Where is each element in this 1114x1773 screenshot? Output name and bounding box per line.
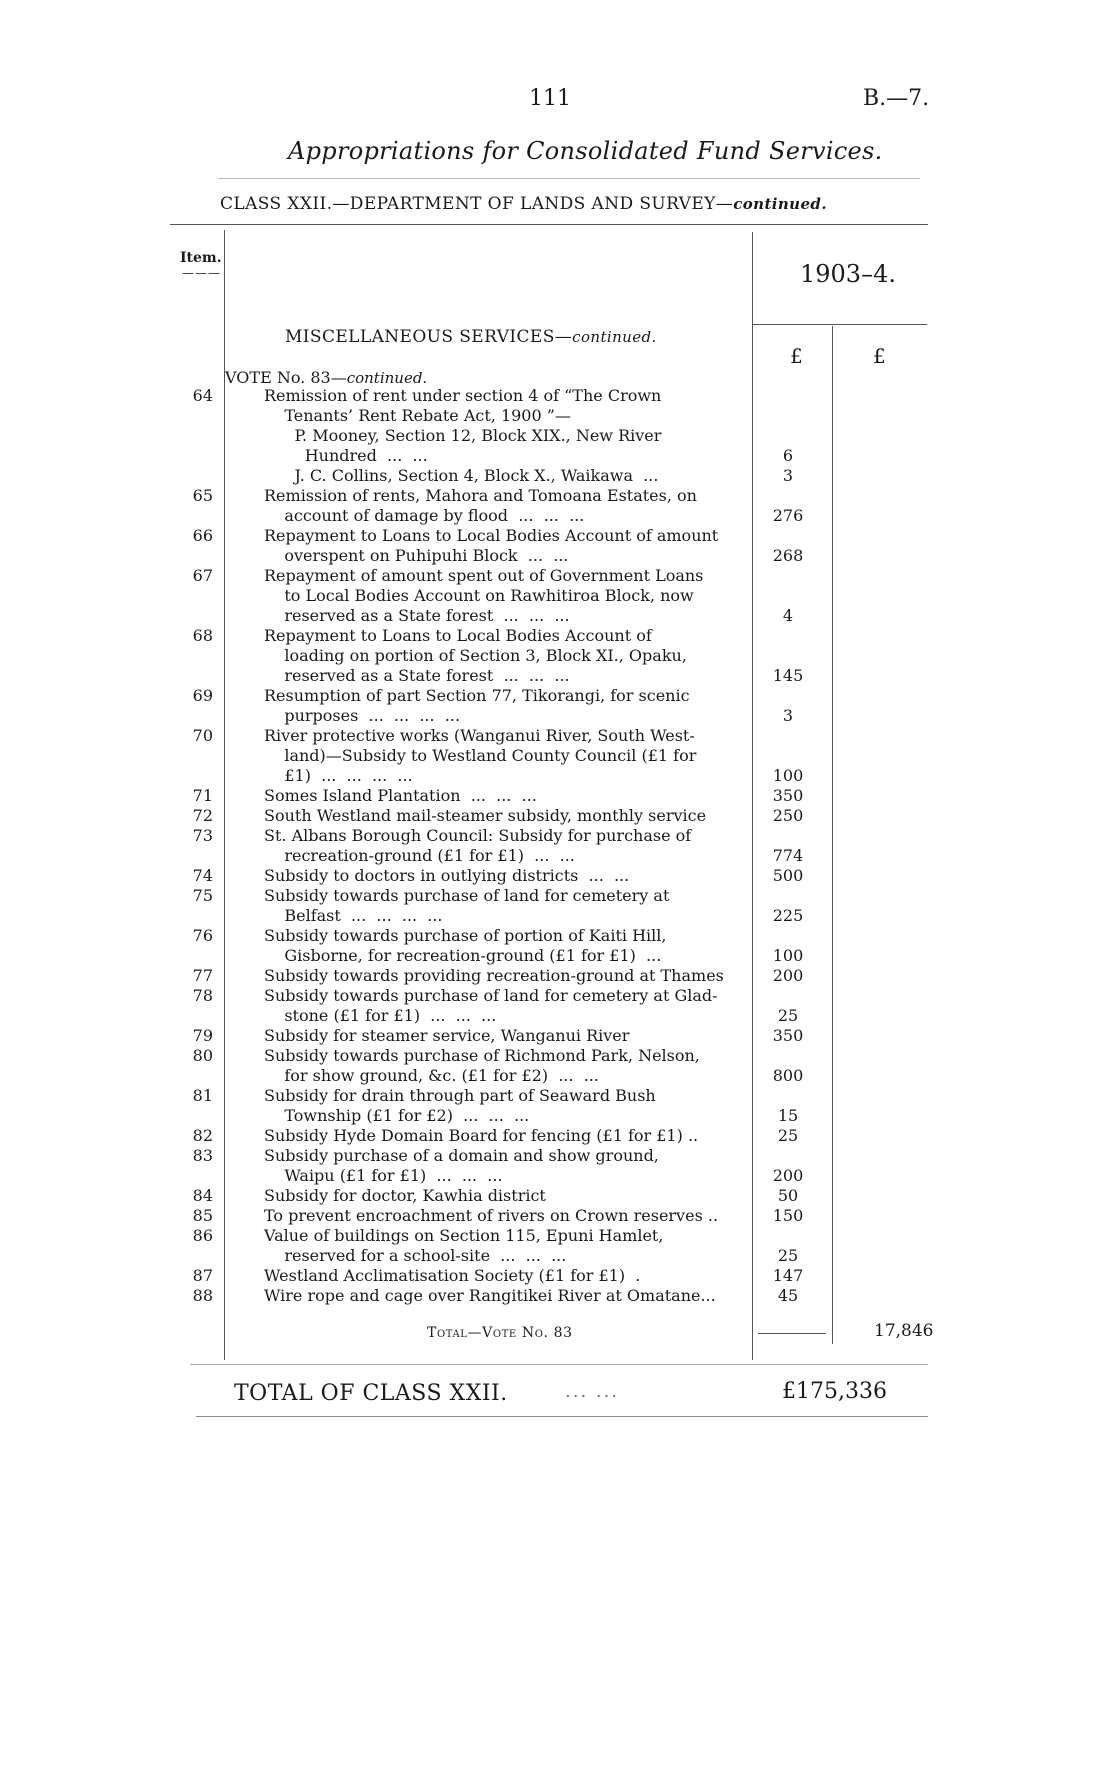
item-amount: 3 — [782, 706, 794, 725]
table-row — [0, 486, 1114, 526]
item-amount: 200 — [772, 1166, 804, 1185]
item-amount: 276 — [772, 506, 804, 525]
item-amount: 268 — [772, 546, 804, 565]
item-description-line: loading on portion of Section 3, Block XI., Opaku, — [264, 646, 687, 665]
table-row — [0, 1086, 1114, 1126]
item-amount: 4 — [782, 606, 794, 625]
table-row — [0, 1226, 1114, 1266]
item-amount: 50 — [777, 1186, 799, 1205]
class-total-label: TOTAL OF CLASS XXII. — [234, 1381, 508, 1406]
class-total-leader-dots: ... ... — [565, 1381, 620, 1402]
item-number: 88 — [192, 1286, 213, 1305]
table-row — [0, 966, 1114, 986]
item-amount: 100 — [772, 766, 804, 785]
item-number: 79 — [192, 1026, 213, 1045]
title-rule — [218, 178, 920, 179]
item-number: 81 — [192, 1086, 213, 1105]
item-description-line: Subsidy towards purchase of Richmond Park, Nelson, — [264, 1046, 700, 1065]
item-description-line: Wire rope and cage over Rangitikei River at Omatane... — [264, 1286, 716, 1305]
item-amount: 147 — [772, 1266, 804, 1285]
item-amount: 3 — [782, 466, 794, 485]
item-amount: 774 — [772, 846, 804, 865]
vote-heading: VOTE No. 83—continued. — [225, 368, 428, 387]
item-description-line: Subsidy towards purchase of land for cemetery at Glad- — [264, 986, 718, 1005]
item-description-line: Repayment to Loans to Local Bodies Account of — [264, 626, 652, 645]
item-description-line: purposes ... ... ... ... — [264, 706, 461, 725]
item-column-header: Item. — [180, 250, 222, 266]
page-number: 111 — [529, 86, 571, 111]
item-number: 70 — [192, 726, 213, 745]
table-row — [0, 466, 1114, 486]
class-heading-rule — [170, 224, 928, 225]
table-row — [0, 1206, 1114, 1226]
item-description-line: Tenants’ Rent Rebate Act, 1900 ”— — [264, 406, 571, 425]
year-header: 1903–4. — [800, 260, 896, 288]
table-row — [0, 1286, 1114, 1306]
item-description-line: Subsidy towards purchase of portion of Kaiti Hill, — [264, 926, 667, 945]
item-column-dash: ——— — [182, 266, 221, 280]
table-row — [0, 526, 1114, 566]
item-amount: 225 — [772, 906, 804, 925]
item-number: 69 — [192, 686, 213, 705]
item-number: 66 — [192, 526, 213, 545]
class-heading: CLASS XXII.—DEPARTMENT OF LANDS AND SURVEY—continued. — [220, 194, 827, 214]
class-total-amount: £175,336 — [782, 1379, 887, 1404]
item-description-line: Subsidy towards purchase of land for cemetery at — [264, 886, 670, 905]
item-description-line: recreation-ground (£1 for £1) ... ... — [264, 846, 575, 865]
table-row — [0, 426, 1114, 466]
item-number: 80 — [192, 1046, 213, 1065]
item-number: 76 — [192, 926, 213, 945]
page-bottom-rule — [196, 1416, 928, 1417]
item-description-line: Township (£1 for £2) ... ... ... — [264, 1106, 530, 1125]
pound-column-1: £ — [790, 344, 803, 368]
item-number: 75 — [192, 886, 213, 905]
item-amount: 25 — [777, 1006, 799, 1025]
item-description-line: Subsidy towards providing recreation-ground at Thames — [264, 966, 724, 985]
item-description-line: Resumption of part Section 77, Tikorangi, for scenic — [264, 686, 690, 705]
table-row — [0, 886, 1114, 926]
item-description-line: St. Albans Borough Council: Subsidy for purchase of — [264, 826, 692, 845]
item-number: 73 — [192, 826, 213, 845]
table-row — [0, 1266, 1114, 1286]
item-description-line: To prevent encroachment of rivers on Crown reserves .. — [264, 1206, 719, 1225]
vote-total-amount: 17,846 — [874, 1321, 934, 1341]
item-number: 84 — [192, 1186, 213, 1205]
item-number: 68 — [192, 626, 213, 645]
item-description-line: Subsidy purchase of a domain and show ground, — [264, 1146, 659, 1165]
item-description-line: Subsidy for steamer service, Wanganui River — [264, 1026, 630, 1045]
table-row — [0, 1046, 1114, 1086]
item-description-line: Remission of rents, Mahora and Tomoana Estates, on — [264, 486, 697, 505]
item-amount: 25 — [777, 1126, 799, 1145]
table-row — [0, 926, 1114, 966]
item-description-line: land)—Subsidy to Westland County Council (£1 for — [264, 746, 697, 765]
table-row — [0, 866, 1114, 886]
item-description-line: J. C. Collins, Section 4, Block X., Waikawa ... — [264, 466, 659, 485]
item-amount: 145 — [772, 666, 804, 685]
item-description-line: Repayment to Loans to Local Bodies Account of amount — [264, 526, 719, 545]
item-description-line: Subsidy for drain through part of Seaward Bush — [264, 1086, 656, 1105]
item-description-line: for show ground, &c. (£1 for £2) ... ... — [264, 1066, 599, 1085]
item-number: 77 — [192, 966, 213, 985]
item-amount: 500 — [772, 866, 804, 885]
vote-total-label: Total—Vote No. 83 — [427, 1325, 573, 1341]
item-amount: 15 — [777, 1106, 799, 1125]
year-rule — [752, 324, 927, 325]
item-number: 72 — [192, 806, 213, 825]
pound-column-2: £ — [873, 344, 886, 368]
table-row — [0, 1146, 1114, 1186]
item-description-line: Waipu (£1 for £1) ... ... ... — [264, 1166, 503, 1185]
item-amount: 6 — [782, 446, 794, 465]
table-row — [0, 826, 1114, 866]
item-description-line: stone (£1 for £1) ... ... ... — [264, 1006, 497, 1025]
table-bottom-rule — [190, 1364, 928, 1365]
item-amount: 250 — [772, 806, 804, 825]
item-amount: 100 — [772, 946, 804, 965]
item-number: 83 — [192, 1146, 213, 1165]
item-description-line: River protective works (Wanganui River, South West- — [264, 726, 695, 745]
item-number: 65 — [192, 486, 213, 505]
page-reference: B.—7. — [863, 86, 930, 111]
item-number: 82 — [192, 1126, 213, 1145]
table-row — [0, 386, 1114, 426]
item-amount: 150 — [772, 1206, 804, 1225]
item-description-line: account of damage by flood ... ... ... — [264, 506, 585, 525]
table-row — [0, 726, 1114, 786]
item-description-line: Value of buildings on Section 115, Epuni Hamlet, — [264, 1226, 664, 1245]
item-description-line: Subsidy Hyde Domain Board for fencing (£1 for £1) .. — [264, 1126, 699, 1145]
table-row — [0, 986, 1114, 1026]
item-description-line: P. Mooney, Section 12, Block XIX., New River — [264, 426, 662, 445]
item-amount: 45 — [777, 1286, 799, 1305]
item-amount: 200 — [772, 966, 804, 985]
table-row — [0, 806, 1114, 826]
item-description-line: to Local Bodies Account on Rawhitiroa Block, now — [264, 586, 694, 605]
item-description-line: Remission of rent under section 4 of “The Crown — [264, 386, 662, 405]
page-title: Appropriations for Consolidated Fund Services. — [288, 137, 883, 165]
item-amount: 350 — [772, 786, 804, 805]
item-description-line: Subsidy for doctor, Kawhia district — [264, 1186, 546, 1205]
item-number: 85 — [192, 1206, 213, 1225]
item-amount: 25 — [777, 1246, 799, 1265]
item-description-line: Somes Island Plantation ... ... ... — [264, 786, 537, 805]
table-row — [0, 566, 1114, 626]
item-number: 67 — [192, 566, 213, 585]
item-description-line: Hundred ... ... — [264, 446, 428, 465]
table-row — [0, 1186, 1114, 1206]
item-number: 71 — [192, 786, 213, 805]
item-number: 78 — [192, 986, 213, 1005]
item-description-line: Belfast ... ... ... ... — [264, 906, 443, 925]
item-number: 64 — [192, 386, 213, 405]
item-description-line: Subsidy to doctors in outlying districts ... ... — [264, 866, 630, 885]
item-description-line: reserved as a State forest ... ... ... — [264, 606, 570, 625]
item-number: 74 — [192, 866, 213, 885]
item-amount: 350 — [772, 1026, 804, 1045]
item-number: 86 — [192, 1226, 213, 1245]
item-description-line: Gisborne, for recreation-ground (£1 for £1) ... — [264, 946, 662, 965]
item-description-line: Repayment of amount spent out of Government Loans — [264, 566, 704, 585]
section-heading: MISCELLANEOUS SERVICES—continued. — [285, 327, 657, 347]
table-row — [0, 786, 1114, 806]
vote-total-rule — [758, 1333, 826, 1334]
item-amount: 800 — [772, 1066, 804, 1085]
item-number: 87 — [192, 1266, 213, 1285]
table-row — [0, 686, 1114, 726]
table-row — [0, 1126, 1114, 1146]
item-description-line: reserved for a school-site ... ... ... — [264, 1246, 567, 1265]
table-row — [0, 626, 1114, 686]
item-description-line: Westland Acclimatisation Society (£1 for £1) . — [264, 1266, 641, 1285]
item-description-line: reserved as a State forest ... ... ... — [264, 666, 570, 685]
item-description-line: South Westland mail-steamer subsidy, monthly service — [264, 806, 707, 825]
item-description-line: £1) ... ... ... ... — [264, 766, 413, 785]
table-row — [0, 1026, 1114, 1046]
item-description-line: overspent on Puhipuhi Block ... ... — [264, 546, 569, 565]
